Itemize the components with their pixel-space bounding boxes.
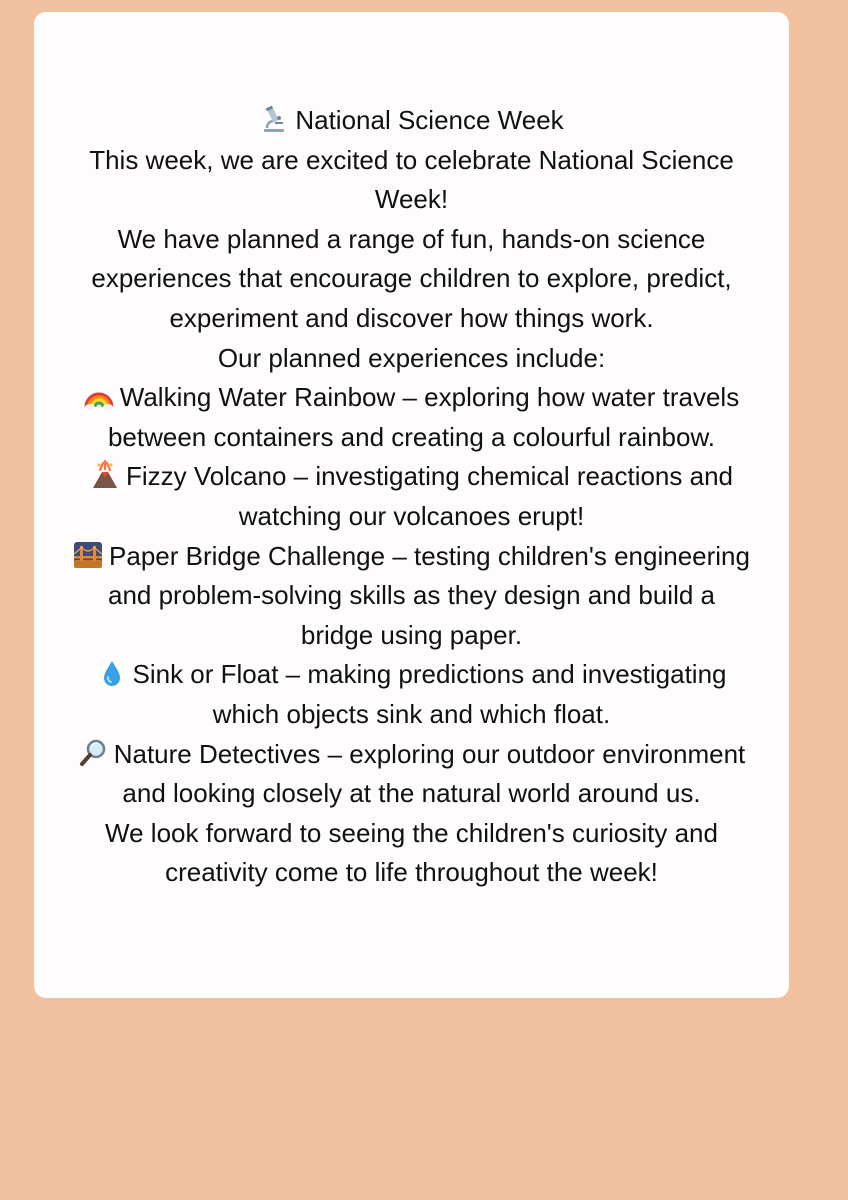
closing-line-2: creativity come to life throughout the week!: [165, 857, 658, 888]
list-item-line: Sink or Float – making predictions and investigating: [132, 659, 727, 690]
volcano-icon: [90, 460, 120, 490]
list-item-line: between containers and creating a colourful rainbow.: [107, 421, 716, 452]
microscope-icon: [259, 104, 289, 134]
list-item: [34, 735, 789, 775]
intro-line-2: Week!: [374, 184, 449, 215]
rainbow-icon: [84, 381, 114, 411]
body-line-3: experiment and discover how things work.: [169, 302, 654, 333]
intro-line-1: This week, we are excited to celebrate National Science: [89, 144, 734, 175]
list-item-line: Walking Water Rainbow – exploring how water travels: [119, 382, 740, 413]
title-text: National Science Week: [295, 105, 564, 135]
post-content: [34, 101, 789, 893]
list-heading: Our planned experiences include:: [217, 342, 606, 373]
list-item-line: and looking closely at the natural world around us.: [122, 778, 701, 809]
post-card: [34, 12, 789, 998]
list-item-line: which objects sink and which float.: [212, 698, 611, 729]
list-item-line: and problem-solving skills as they design and build a: [107, 580, 715, 611]
list-item: [34, 457, 789, 497]
list-item-line: Paper Bridge Challenge – testing children's engineering: [109, 540, 750, 571]
body-line-1: We have planned a range of fun, hands-on science: [117, 223, 706, 254]
body-line-2: experiences that encourage children to explore, predict,: [91, 263, 732, 294]
magnifying-glass-icon: [78, 738, 108, 768]
list-item-line: bridge using paper.: [300, 619, 523, 650]
list-item: [34, 537, 789, 577]
list-item-line: Fizzy Volcano – investigating chemical reactions and: [126, 461, 733, 492]
list-item-line: watching our volcanoes erupt!: [238, 500, 585, 531]
bridge-at-night-icon: [73, 540, 103, 570]
list-item: [34, 655, 789, 695]
droplet-icon: [97, 658, 127, 688]
list-item: [34, 378, 789, 418]
post-title: [34, 101, 789, 141]
list-item-line: Nature Detectives – exploring our outdoor environment: [113, 738, 746, 769]
closing-line-1: We look forward to seeing the children's curiosity and: [105, 817, 718, 848]
